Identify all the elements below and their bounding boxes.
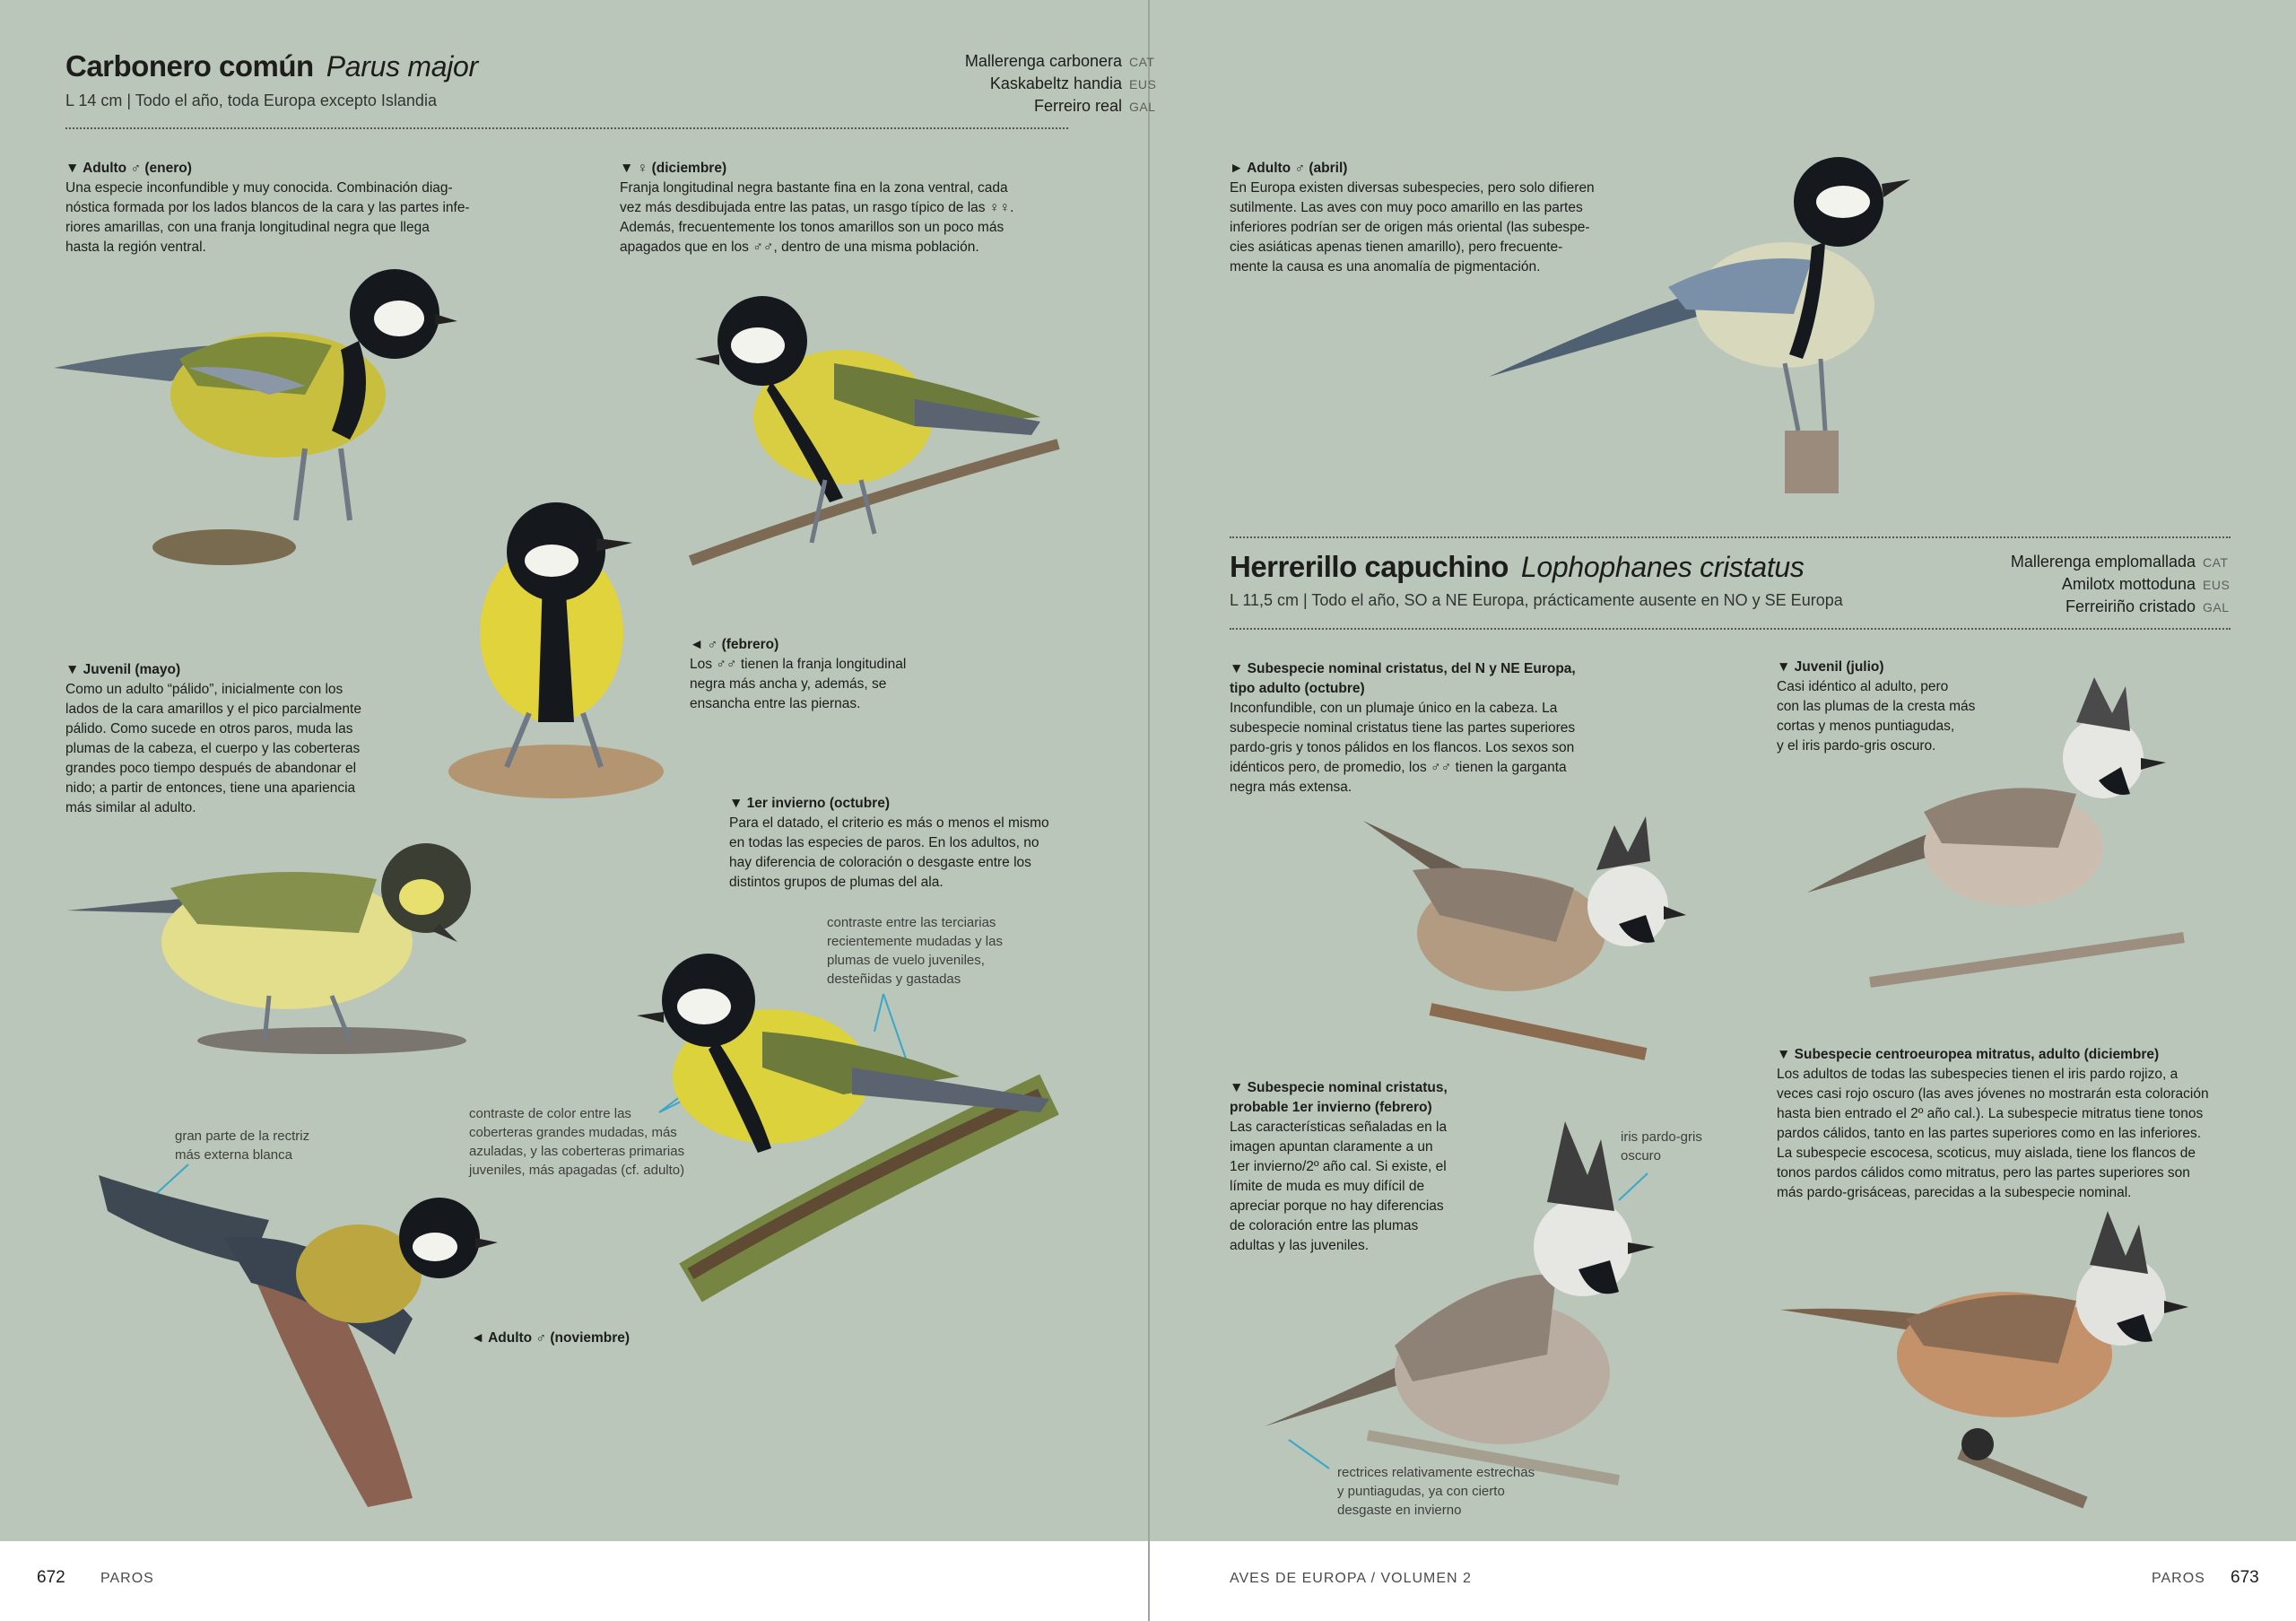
bird-great-tit-male-february	[439, 498, 673, 803]
regional-name-gal: Ferreiro real GAL	[1033, 97, 1156, 115]
caption-primer-invierno: ▼ 1er invierno (octubre) Para el datado, el criterio es más o menos el mismo en todas las especies de paros. En los adultos, no hay diferencia de coloración o desgaste entre los distintos grupos de plumas del ala.	[729, 796, 1049, 890]
left-footer	[0, 1541, 1148, 1621]
running-head-left: PAROS	[100, 1571, 154, 1586]
scientific-name: Lophophanes cristatus	[1520, 551, 1805, 583]
species-subtitle: L 14 cm | Todo el año, toda Europa excepto Islandia	[65, 92, 437, 109]
bird-crested-tit-cristatus-february	[1260, 1121, 1673, 1498]
species-subtitle: L 11,5 cm | Todo el año, SO a NE Europa, prácticamente ausente en NO y SE Europa	[1230, 591, 1843, 609]
common-name: Carbonero común	[65, 49, 314, 83]
caption-hembra-diciembre: ▼ ♀ (diciembre) Franja longitudinal negra bastante fina en la zona ventral, cada vez más desdibujada entre las patas, un rasgo típico de las ♀♀. Además, frecuentemente los tonos amarillos son un poco más apagados que en los ♂♂, dentro de una misma población.	[620, 161, 1014, 255]
regional-name-cat: Mallerenga emplomallada CAT	[2010, 553, 2229, 571]
running-head-book: AVES DE EUROPA / VOLUMEN 2	[1230, 1571, 1472, 1586]
bird-great-tit-female-december	[682, 292, 1058, 579]
page-number-left: 672	[37, 1568, 65, 1587]
note-rectriz: gran parte de la rectriz más externa blanca	[175, 1129, 310, 1163]
note-iris: iris pardo-gris oscuro	[1621, 1129, 1702, 1163]
regional-name-cat: Mallerenga carbonera CAT	[964, 52, 1155, 70]
caption-juvenil-julio: ▼ Juvenil (julio) Casi idéntico al adulto, pero con las plumas de la cresta más cortas y menos puntiagudas, y el iris pardo-gris oscuro.	[1777, 659, 1976, 754]
caption-macho-febrero: ◄ ♂ (febrero) Los ♂♂ tienen la franja longitudinal negra más ancha y, además, se ensancha entre las piernas.	[690, 637, 907, 711]
bird-crested-tit-juvenile-july	[1807, 677, 2184, 1000]
regional-name-gal: Ferreiriño cristado GAL	[2065, 597, 2230, 615]
bird-great-tit-adult-male-january	[36, 260, 502, 583]
note-terciarias: contraste entre las terciarias recientemente mudadas y las plumas de vuelo juveniles, desteñidas y gastadas	[827, 915, 1003, 987]
bird-crested-tit-mitratus-december	[1780, 1220, 2211, 1507]
note-coberteras: contraste de color entre las coberteras grandes mudadas, más azuladas, y las coberteras primarias juveniles, más apagadas (cf. adulto)	[469, 1106, 685, 1178]
bird-great-tit-first-winter-october	[619, 942, 1049, 1283]
running-head-right: PAROS	[2152, 1571, 2205, 1586]
caption-cristatus-octubre: ▼ Subespecie nominal cristatus, del N y NE Europa, tipo adulto (octubre) Inconfundible, con un plumaje único en la cabeza. La subespecie nominal cristatus tiene las partes superiores pardo-gris y tonos pálidos en los flancos. Los sexos son idénticos pero, de promedio, los ♂♂ tienen la garganta negra más extensa.	[1230, 661, 1576, 795]
regional-name-eus: Amilotx mottoduna EUS	[2061, 575, 2231, 593]
caption-adulto-abril: ► Adulto ♂ (abril) En Europa existen diversas subespecies, pero solo difieren sutilmente. Las aves con muy poco amarillo en las partes inferiores podrían ser de origen más oriental (las subespe- cies asiáticas apenas tienen amarillo), pero frecuente- mente la causa es una anomalía de pigmentación.	[1230, 161, 1595, 275]
bird-crested-tit-cristatus-october	[1359, 816, 1700, 1059]
note-rectrices: rectrices relativamente estrechas y puntiagudas, ya con cierto desgaste en invierno	[1337, 1465, 1535, 1518]
caption-adulto-enero: ▼ Adulto ♂ (enero) Una especie inconfundible y muy conocida. Combinación diag- nóstica formada por los lados blancos de la cara y las partes infe- riores amarillas, con una franja longitudinal negra que llega hasta la región ventral.	[65, 161, 470, 255]
caption-cristatus-febrero: ▼ Subespecie nominal cristatus, probable 1er invierno (febrero) Las características señaladas en la imagen apuntan claramente a un 1er invierno/2º año cal. Si existe, el límite de muda es muy difícil de apreciar porque no hay diferencias de coloración entre las plumas adultas y las juveniles.	[1230, 1080, 1448, 1253]
caption-juvenil-mayo: ▼ Juvenil (mayo) Como un adulto “pálido”, inicialmente con los lados de la cara amarillos y el pico parcialmente pálido. Como sucede en otros paros, muda las plumas de la cabeza, el cuerpo y las coberteras grandes poco tiempo después de abandonar el nido; a partir de entonces, tiene una apariencia más similar al adulto.	[65, 662, 361, 815]
page-number-right: 673	[2231, 1568, 2259, 1587]
regional-name-eus: Kaskabeltz handia EUS	[989, 74, 1157, 92]
bird-great-tit-adult-male-november-flight	[90, 1157, 502, 1516]
caption-adulto-noviembre: ◄ Adulto ♂ (noviembre)	[471, 1330, 631, 1346]
scientific-name: Parus major	[326, 50, 478, 83]
bird-great-tit-juvenile-may	[63, 825, 484, 1068]
caption-mitratus-diciembre: ▼ Subespecie centroeuropea mitratus, adulto (diciembre) Los adultos de todas las subespecies tienen el iris pardo rojizo, a veces casi rojo oscuro (las aves jóvenes no mostrarán esta coloración hasta bien entrado el 2º año cal.). La subespecie mitratus tiene tonos pardos cálidos, tanto en las partes superiores como en las inferiores. La subespecie escocesa, scoticus, muy aislada, tiene los flancos de tonos pardos cálidos como mitratus, pero las partes superiores son más pardo-grisáceas, parecidas a la subespecie nominal.	[1777, 1047, 2209, 1200]
common-name: Herrerillo capuchino	[1230, 550, 1509, 583]
